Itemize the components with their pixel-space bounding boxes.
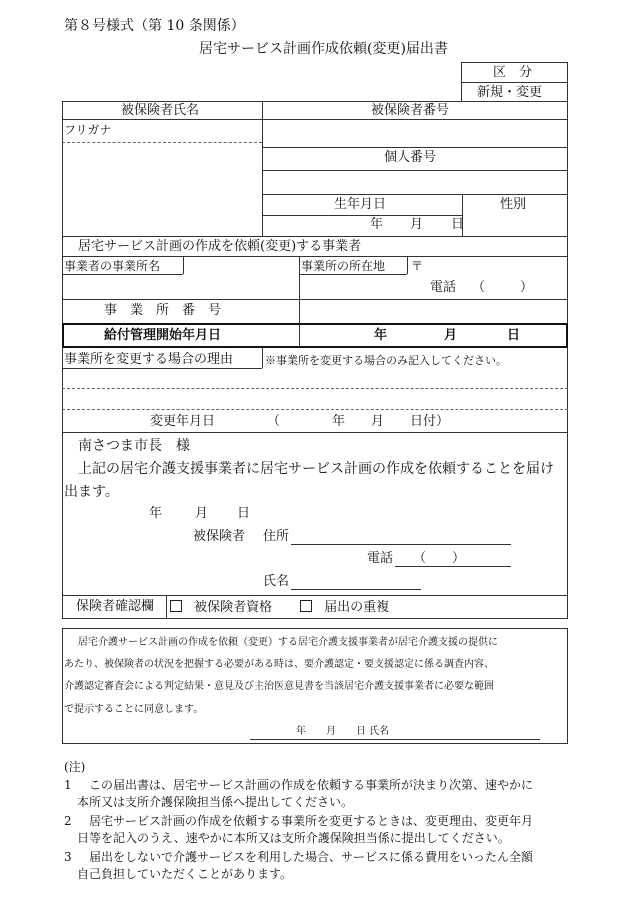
insured-name-field[interactable]	[63, 143, 261, 235]
decl-year-unit: 年	[149, 506, 163, 521]
confirm-label: 保険者確認欄	[76, 599, 155, 614]
note-3-line-2: 自己負担していただくことがあります。	[77, 867, 293, 881]
page-title: 居宅サービス計画作成依頼(変更)届出書	[199, 41, 448, 57]
decl-tel-parens: （ ）	[413, 551, 466, 566]
mynumber-label: 個人番号	[384, 150, 437, 165]
declaration-line-1: 上記の居宅介護支援事業者に居宅サービス計画の作成を依頼することを届け	[78, 461, 554, 477]
office-name-label: 事業者の事業所名	[64, 259, 161, 273]
consent-line-1: 居宅介護サービス計画の作成を依頼（変更）する居宅介護支援事業者が居宅介護支援の提供に	[78, 637, 498, 648]
benefit-start-month-unit: 月	[444, 328, 458, 343]
consent-line-2: あたり、被保険者の状況を把握する必要がある時は、要介護認定・要支援認定に係る調査内容、	[64, 659, 494, 670]
kubun-value[interactable]: 新規・変更	[477, 85, 543, 100]
office-number-field[interactable]	[300, 300, 566, 322]
office-tel-label: 電話	[430, 280, 457, 295]
notes-title: (注)	[64, 760, 86, 774]
mynumber-field[interactable]	[263, 171, 567, 193]
sex-label: 性別	[500, 197, 527, 212]
change-reason-field[interactable]	[63, 369, 566, 409]
note-2-number: 2	[64, 814, 72, 828]
qualification-checkbox[interactable]	[170, 600, 182, 612]
birthdate-label: 生年月日	[334, 197, 387, 212]
duplicate-checkbox[interactable]	[300, 600, 312, 612]
change-date-label: 変更年月日	[150, 414, 216, 429]
kubun-label: 区 分	[493, 65, 533, 80]
decl-name-label: 氏名	[263, 574, 290, 589]
birth-day-unit: 日	[451, 217, 465, 232]
office-tel-paren-close: ）	[520, 280, 534, 295]
confirm-option-qualification[interactable]	[170, 600, 272, 614]
change-date-value[interactable]: （ 年 月 日付）	[267, 414, 450, 429]
office-number-label: 事 業 所 番 号	[104, 303, 222, 318]
note-2-line-1: 居宅サービス計画の作成を依頼する事業所を変更するときは、変更理由、変更年月	[89, 814, 534, 828]
decl-address-field[interactable]	[291, 544, 511, 545]
note-1-line-1: この届出書は、居宅サービス計画の作成を依頼する事業所が決まり次第、速やかに	[89, 778, 534, 792]
change-reason-note: ※事業所を変更する場合のみ記入してください。	[265, 354, 507, 367]
addressee: 南さつま市長 様	[78, 438, 190, 454]
office-name-field[interactable]	[63, 276, 297, 298]
declaration-line-2: 出ます。	[64, 484, 119, 500]
office-address-label: 事業所の所在地	[301, 259, 386, 273]
decl-month-unit: 月	[195, 506, 209, 521]
confirm-option-duplicate[interactable]	[300, 600, 389, 614]
benefit-start-label: 給付管理開始年月日	[104, 328, 222, 343]
furigana-label: フリガナ	[64, 123, 112, 137]
decl-address-label: 住所	[263, 529, 290, 544]
benefit-start-year-unit: 年	[374, 328, 388, 343]
consent-line-4: で提示することに同意します。	[64, 704, 204, 715]
duplicate-label: 届出の重複	[324, 600, 390, 615]
decl-insured-label: 被保険者	[193, 529, 246, 544]
decl-name-field[interactable]	[291, 589, 421, 590]
birth-month-unit: 月	[410, 217, 424, 232]
decl-tel-label: 電話	[367, 551, 394, 566]
office-address-field[interactable]	[425, 258, 565, 274]
decl-tel-field[interactable]	[395, 566, 511, 567]
consent-sign-field[interactable]	[250, 739, 540, 740]
note-3-line-1: 届出をしないで介護サービスを利用した場合、サービスに係る費用をいったん全額	[89, 850, 534, 864]
benefit-start-day-unit: 日	[507, 328, 521, 343]
consent-line-3: 介護認定審査会による判定結果・意見及び主治医意見書を当該居宅介護支援事業者に必要な範囲	[64, 681, 494, 692]
note-1-line-2: 本所又は支所介護保険担当係へ提出してください。	[77, 795, 354, 809]
note-2-line-2: 日等を記入のうえ、速やかに本所又は支所介護保険担当係に提出してください。	[77, 831, 510, 845]
birth-year-unit: 年	[370, 217, 384, 232]
form-number: 第８号様式（第 10 条関係）	[64, 18, 245, 34]
change-reason-label: 事業所を変更する場合の理由	[64, 352, 234, 367]
note-1-number: 1	[64, 778, 72, 792]
qualification-label: 被保険者資格	[194, 600, 273, 615]
provider-section-title: 居宅サービス計画の作成を依頼(変更)する事業者	[78, 239, 362, 254]
insured-name-label: 被保険者氏名	[121, 103, 200, 118]
insured-number-label: 被保険者番号	[371, 103, 450, 118]
note-3-number: 3	[64, 850, 72, 864]
decl-day-unit: 日	[237, 506, 251, 521]
postal-mark: 〒	[411, 259, 424, 273]
office-tel-paren-open: （	[472, 280, 486, 295]
consent-sign-line: 年 月 日 氏名	[296, 726, 390, 737]
